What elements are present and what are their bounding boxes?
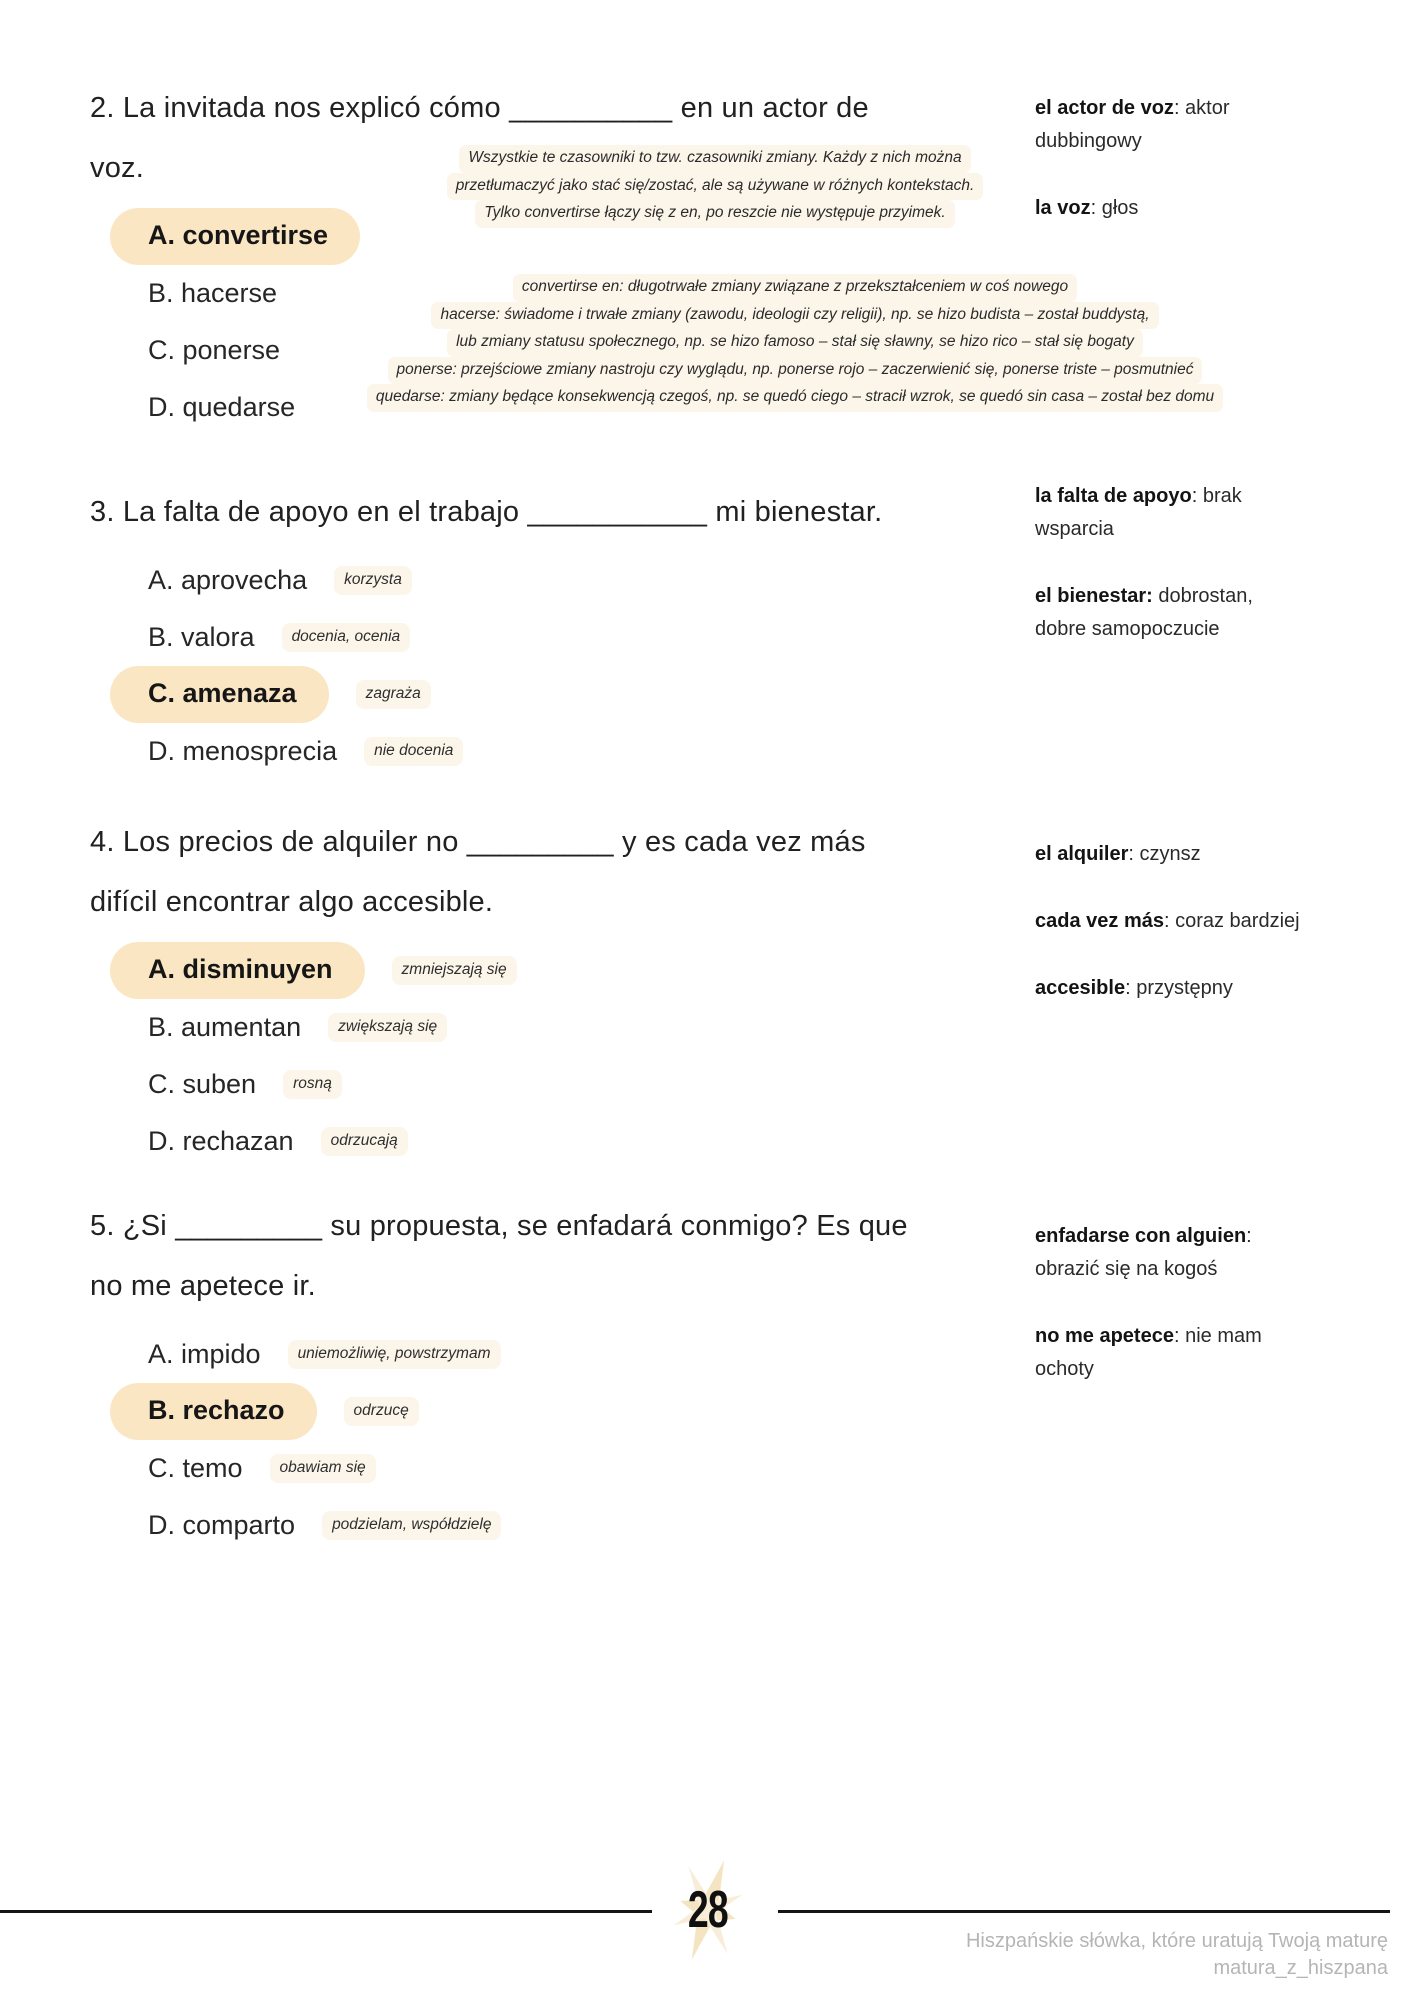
option-translation: zmniejszają się (392, 956, 517, 985)
answer-option: B. hacerse (148, 278, 278, 308)
note-line: lub zmiany statusu społecznego, np. se hizo famoso – stał się sławny, se hizo rico – stał się bogaty (290, 329, 1300, 357)
option-translation: zwiększają się (328, 1013, 447, 1042)
answer-option-row (90, 1056, 1040, 1113)
vocab-entry (1035, 838, 1307, 871)
grammar-note-1 (345, 145, 1085, 228)
vocab-panel-q2 (1035, 92, 1307, 259)
vocab-entry (1035, 972, 1307, 1005)
answer-option: B. valora (148, 622, 255, 652)
answer-option: C. ponerse (148, 335, 281, 365)
vocab-term: el alquiler (1035, 843, 1129, 865)
answer-option: D. rechazan (148, 1126, 294, 1156)
vocab-definition: : brak wsparcia (1035, 485, 1242, 540)
vocab-term: enfadarse con alguien (1035, 1225, 1247, 1247)
options-list (90, 552, 1040, 780)
vocab-entry (1035, 480, 1307, 546)
question-block-5 (90, 1196, 1040, 1554)
question-block-3 (90, 482, 1040, 780)
answer-option-row (90, 666, 1040, 723)
vocab-definition: dobrostan, dobre samopoczucie (1035, 585, 1253, 640)
answer-option: C. amenaza (110, 666, 329, 723)
grammar-note-2 (290, 274, 1300, 412)
answer-option-row (90, 552, 1040, 609)
answer-option-row (90, 1326, 1040, 1383)
question-text (90, 482, 1040, 542)
answer-option: B. rechazo (110, 1383, 317, 1440)
question-line: difícil encontrar algo accesible. (90, 886, 494, 918)
answer-option: A. aprovecha (148, 565, 308, 595)
option-translation: korzysta (334, 566, 412, 595)
answer-option: C. suben (148, 1069, 257, 1099)
question-text (90, 812, 1040, 932)
answer-option: C. temo (148, 1453, 243, 1483)
options-list (90, 1326, 1040, 1554)
vocab-definition: : aktor dubbingowy (1035, 97, 1230, 152)
vocab-entry (1035, 1220, 1307, 1286)
credit-line-2: matura_z_hiszpana (1213, 1957, 1388, 1979)
option-translation: docenia, ocenia (282, 623, 411, 652)
vocab-term: no me apetece (1035, 1325, 1174, 1347)
answer-option-row (90, 609, 1040, 666)
answer-option: B. aumentan (148, 1012, 302, 1042)
vocab-panel-q5 (1035, 1220, 1307, 1420)
note-line: hacerse: świadome i trwałe zmiany (zawodu, ideologii czy religii), np. se hizo budista – został buddystą, (290, 302, 1300, 330)
vocab-definition: : przystępny (1125, 977, 1233, 999)
option-translation: odrzucę (344, 1397, 419, 1426)
answer-option: D. menosprecia (148, 736, 338, 766)
vocab-term: el actor de voz (1035, 97, 1174, 119)
answer-option: A. disminuyen (110, 942, 365, 999)
options-list (90, 942, 1040, 1170)
answer-option-row (90, 1440, 1040, 1497)
vocab-definition: : nie mam ochoty (1035, 1325, 1262, 1380)
answer-option: A. convertirse (110, 208, 360, 265)
option-translation: odrzucają (321, 1127, 408, 1156)
footer-rule-left (0, 1910, 652, 1913)
question-line: 4. Los precios de alquiler no _________ y es cada vez más (90, 826, 866, 858)
option-translation: uniemożliwię, powstrzymam (288, 1340, 501, 1369)
question-block-4 (90, 812, 1040, 1170)
option-translation: obawiam się (270, 1454, 376, 1483)
option-translation: nie docenia (364, 737, 463, 766)
answer-option-row (90, 942, 1040, 999)
answer-option: D. quedarse (148, 392, 296, 422)
answer-option-row (90, 1497, 1040, 1554)
vocab-entry (1035, 192, 1307, 225)
answer-option: D. comparto (148, 1510, 296, 1540)
vocab-term: accesible (1035, 977, 1126, 999)
vocab-definition: : coraz bardziej (1163, 910, 1300, 932)
vocab-definition: : obrazić się na kogoś (1035, 1225, 1252, 1280)
vocab-panel-q3 (1035, 480, 1307, 680)
credit-text (588, 1928, 1388, 1982)
vocab-definition: : głos (1090, 197, 1139, 219)
answer-option-row (90, 999, 1040, 1056)
answer-option-row (90, 1383, 1040, 1440)
question-text (90, 1196, 1040, 1316)
option-translation: rosną (283, 1070, 342, 1099)
vocab-entry (1035, 580, 1307, 646)
vocab-term: cada vez más (1035, 910, 1164, 932)
note-line: ponerse: przejściowe zmiany nastroju czy wyglądu, np. ponerse rojo – zaczerwienić się, ponerse triste – posmutnieć (290, 357, 1300, 385)
answer-option: A. impido (148, 1339, 261, 1369)
footer-rule-right (778, 1910, 1390, 1913)
note-line: quedarse: zmiany będące konsekwencją czegoś, np. se quedó ciego – stracił wzrok, se quedó sin casa – został bez domu (290, 384, 1300, 412)
vocab-definition: : czynsz (1128, 843, 1201, 865)
answer-option-row (90, 723, 1040, 780)
note-line: Tylko convertirse łączy się z en, po reszcie nie występuje przyimek. (345, 200, 1085, 228)
question-line: 5. ¿Si _________ su propuesta, se enfadará conmigo? Es que (90, 1210, 908, 1242)
question-line: voz. (90, 152, 144, 184)
question-line: no me apetece ir. (90, 1270, 316, 1302)
vocab-entry (1035, 1320, 1307, 1386)
vocab-term: la voz (1035, 197, 1091, 219)
vocab-term: el bienestar: (1035, 585, 1153, 607)
vocab-term: la falta de apoyo (1035, 485, 1192, 507)
question-line: 3. La falta de apoyo en el trabajo ___________ mi bienestar. (90, 496, 883, 528)
note-line: convertirse en: długotrwałe zmiany związane z przekształceniem w coś nowego (290, 274, 1300, 302)
vocab-panel-q4 (1035, 838, 1307, 1039)
vocab-entry (1035, 92, 1307, 158)
question-line: 2. La invitada nos explicó cómo __________ en un actor de (90, 92, 869, 124)
option-translation: zagraża (356, 680, 431, 709)
answer-option-row (90, 1113, 1040, 1170)
option-translation: podzielam, współdzielę (322, 1511, 501, 1540)
credit-line-1: Hiszpańskie słówka, które uratują Twoją maturę (965, 1930, 1388, 1952)
vocab-entry (1035, 905, 1307, 938)
note-line: przetłumaczyć jako stać się/zostać, ale są używane w różnych kontekstach. (345, 173, 1085, 201)
page-number: 28 (687, 1881, 729, 1939)
note-line: Wszystkie te czasowniki to tzw. czasowniki zmiany. Każdy z nich można (345, 145, 1085, 173)
